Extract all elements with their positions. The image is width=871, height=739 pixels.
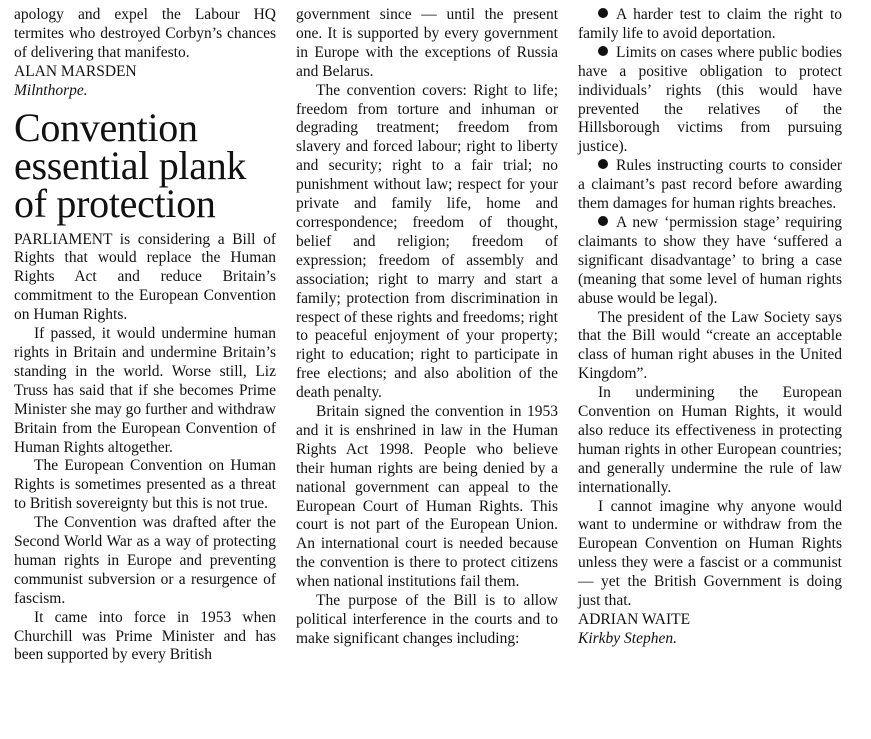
previous-letter-tail: apology and expel the Labour HQ termites who destroyed Corbyn’s chances of delivering that manifesto. (14, 6, 276, 61)
paragraph: The purpose of the Bill is to allow political interference in the courts and to make significant changes including: (296, 592, 558, 647)
bullet-item: Limits on cases where public bodies have a positive obligation to protect individuals’ rights (this would have prevented the relatives of the Hillsborough victims from pursuing justice). (578, 43, 842, 156)
bullet-item: Rules instructing courts to consider a claimant’s past record before awarding them damages for human rights breaches. (578, 157, 842, 213)
paragraph: It came into force in 1953 when Churchill was Prime Minister and has been supported by every British (14, 608, 276, 664)
bullet-icon (598, 216, 608, 226)
paragraph: In undermining the European Convention on Human Rights, it would also reduce its effectiveness in protecting human rights in other European countries; and generally undermine the rule of law internationally. (578, 384, 842, 496)
bullet-icon (598, 159, 608, 169)
paragraph: The convention covers: Right to life; freedom from torture and inhuman or degrading treatment; freedom from slavery and forced labour; right to liberty and security; right to a fair trial; no punishment without law; respect for your private and family life, home and correspondence; freedom of thought, belief and religion; freedom of expression; freedom of assembly and association; right to marry and start a family; protection from discrimination in respect of these rights and freedoms; right to peaceful enjoyment of your property; right to education; right to participate in free elections; and also abolition of the death penalty. (296, 81, 558, 402)
paragraph: Britain signed the convention in 1953 and it is enshrined in law in the Human Rights Act 1998. People who believe their human rights are being denied by a national government can appeal to the European Court of Human Rights. This court is not part of the European Union. An international court is needed because the convention is there to protect citizens when national institutions fail them. (296, 403, 558, 591)
paragraph: PARLIAMENT is considering a Bill of Rights that would replace the Human Rights Act and reduce Britain’s commitment to the European Convention on Human Rights. (14, 230, 276, 324)
column-1 (14, 6, 276, 665)
previous-letter-location: Milnthorpe. (14, 81, 88, 99)
letter-location: Kirkby Stephen. (578, 629, 678, 647)
previous-letter-author: ALAN MARSDEN (14, 62, 137, 80)
bullet-icon (598, 46, 608, 56)
paragraph: The president of the Law Society says that the Bill would “create an acceptable class of human right abuses in the United Kingdom”. (578, 308, 842, 383)
column-3 (578, 6, 842, 649)
bullet-icon (598, 8, 608, 18)
paragraph: The Convention was drafted after the Second World War as a way of protecting human rights in Europe and preventing communist subversion or a resurgence of fascism. (14, 514, 276, 607)
paragraph: The European Convention on Human Rights is sometimes presented as a threat to British sovereignty but this is not true. (14, 457, 276, 513)
paragraph: If passed, it would undermine human rights in Britain and undermine Britain’s standing in the world. Worse still, Liz Truss has said that if she becomes Prime Minister she may go further and withdraw Britain from the European Convention of Human Rights altogether. (14, 325, 276, 456)
paragraph-continued: government since — until the present one. It is supported by every government in Europe with the exceptions of Russia and Belarus. (296, 6, 558, 80)
bullet-item: A harder test to claim the right to family life to avoid deportation. (578, 6, 842, 42)
letter-headline: Convention essential plank of protection (14, 104, 247, 226)
paragraph: I cannot imagine why anyone would want to undermine or withdraw from the European Convention on Human Rights unless they were a fascist or a communist — yet the British Government is doing just that. (578, 497, 842, 610)
letter-author: ADRIAN WAITE (578, 611, 691, 628)
column-2 (296, 6, 558, 649)
bullet-item: A new ‘permission stage’ requiring claimants to show they have ‘suffered a significant disadvantage’ to bring a case (meaning that some level of human rights abuse would be legal). (578, 213, 842, 307)
